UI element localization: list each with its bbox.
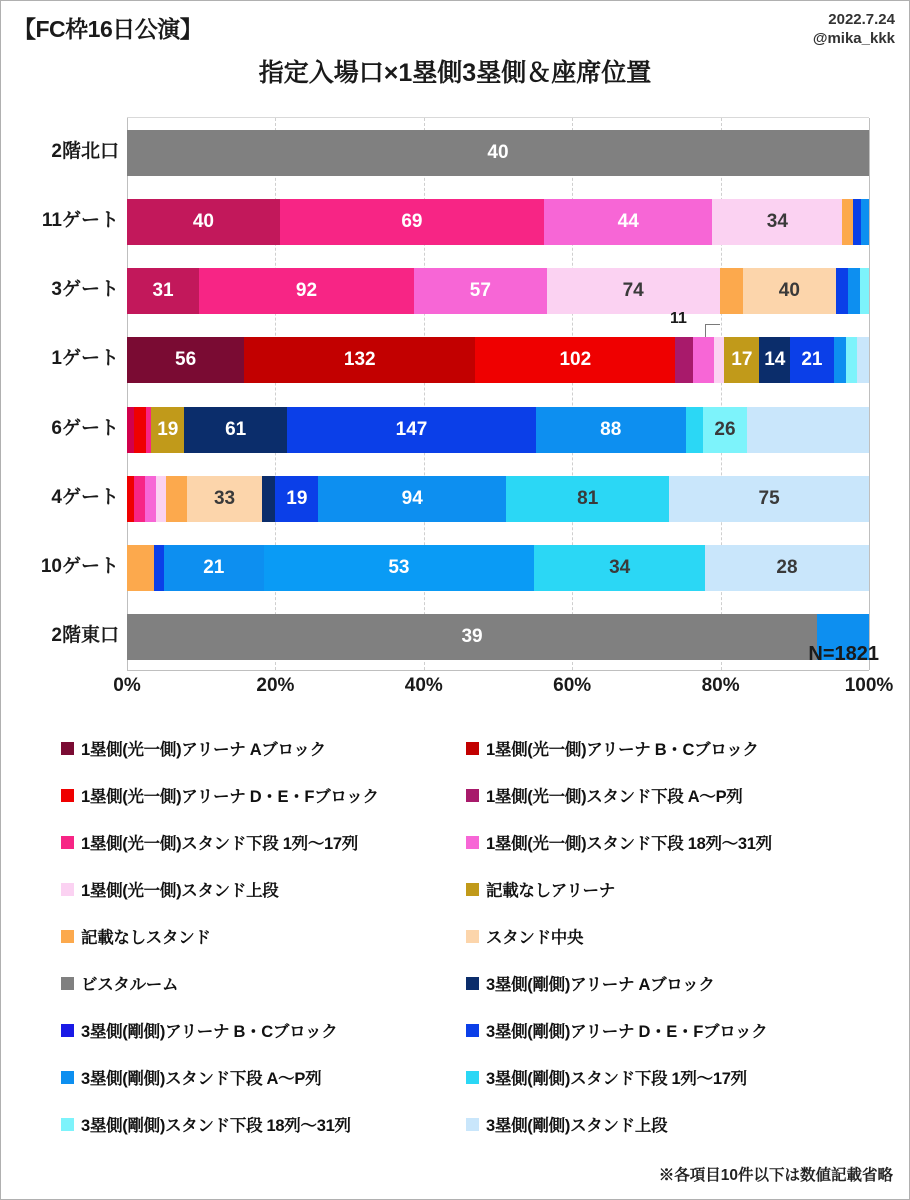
legend-label: 記載なしアリーナ <box>486 882 615 900</box>
bar-segment[interactable] <box>127 476 134 522</box>
x-tick-label: 40% <box>404 675 443 696</box>
bar-row[interactable] <box>127 268 869 314</box>
legend-label: 3塁側(剛側)スタンド下段 18列～31列 <box>81 1117 351 1135</box>
legend-label: 1塁側(光一側)スタンド下段 18列～31列 <box>486 835 772 853</box>
bar-row[interactable] <box>127 199 869 245</box>
legend <box>61 736 861 1136</box>
legend-swatch-icon <box>466 1071 479 1084</box>
bar-segment[interactable]: 34 <box>712 199 842 245</box>
bar-segment[interactable] <box>846 337 857 383</box>
bar-segment[interactable] <box>836 268 848 314</box>
bar-segment[interactable]: 39 <box>127 614 817 660</box>
bar-row[interactable] <box>127 337 869 383</box>
bar-row[interactable] <box>127 614 869 660</box>
legend-swatch-icon <box>466 789 479 802</box>
bar-segment[interactable] <box>857 337 868 383</box>
bar-segment[interactable]: 40 <box>743 268 836 314</box>
bar-segment[interactable]: 44 <box>544 199 712 245</box>
bar-segment[interactable] <box>861 199 869 245</box>
legend-swatch-icon <box>466 883 479 896</box>
bar-segment[interactable] <box>675 337 693 383</box>
n-total-label: N=1821 <box>808 643 879 665</box>
legend-swatch-icon <box>466 742 479 755</box>
y-axis-label: 6ゲート <box>51 417 119 439</box>
legend-swatch-icon <box>466 1118 479 1131</box>
bar-segment[interactable]: 31 <box>127 268 199 314</box>
credit-date: 2022.7.24 <box>828 11 895 28</box>
bar-segment[interactable]: 26 <box>703 407 748 453</box>
legend-swatch-icon <box>61 836 74 849</box>
bar-segment[interactable] <box>145 476 156 522</box>
legend-item[interactable] <box>61 1065 456 1089</box>
callout-value-11: 11 <box>670 310 687 328</box>
legend-item[interactable] <box>466 736 861 760</box>
legend-item[interactable] <box>466 1018 861 1042</box>
bar-segment[interactable]: 88 <box>536 407 686 453</box>
bar-segment[interactable]: 57 <box>414 268 547 314</box>
legend-swatch-icon <box>61 1118 74 1131</box>
legend-item[interactable] <box>466 1112 861 1136</box>
legend-item[interactable] <box>466 830 861 854</box>
fc-tag: 【FC枠16日公演】 <box>13 16 203 42</box>
legend-label: 記載なしスタンド <box>81 929 211 947</box>
legend-swatch-icon <box>61 742 74 755</box>
legend-swatch-icon <box>61 977 74 990</box>
x-tick-label: 80% <box>701 675 740 696</box>
y-axis-label: 2階北口 <box>51 140 119 162</box>
legend-label: 1塁側(光一側)アリーナ Aブロック <box>81 741 326 759</box>
legend-label: ビスタルーム <box>81 976 179 994</box>
bar-segment[interactable] <box>686 407 703 453</box>
callout-leader-line <box>705 324 720 337</box>
legend-swatch-icon <box>466 836 479 849</box>
legend-item[interactable] <box>466 1065 861 1089</box>
legend-swatch-icon <box>61 1071 74 1084</box>
legend-label: 3塁側(剛側)アリーナ Aブロック <box>486 976 715 994</box>
legend-item[interactable] <box>61 971 456 995</box>
bar-segment[interactable]: 28 <box>705 545 869 591</box>
bar-segment[interactable]: 132 <box>244 337 475 383</box>
bar-segment[interactable]: 40 <box>127 130 869 176</box>
legend-label: 3塁側(剛側)アリーナ B・Cブロック <box>81 1023 338 1041</box>
bar-segment[interactable] <box>127 407 134 453</box>
bar-segment[interactable]: 19 <box>275 476 318 522</box>
bar-row[interactable] <box>127 476 869 522</box>
x-tick-label: 60% <box>553 675 592 696</box>
gridline <box>869 118 870 670</box>
x-tick-label: 0% <box>113 675 141 696</box>
bar-segment[interactable]: 61 <box>184 407 287 453</box>
bar-row[interactable] <box>127 407 869 453</box>
bar-segment[interactable]: 34 <box>534 545 705 591</box>
bar-segment[interactable]: 69 <box>280 199 544 245</box>
legend-swatch-icon <box>61 883 74 896</box>
plot-area <box>127 117 869 671</box>
legend-item[interactable] <box>61 1112 456 1136</box>
bar-segment[interactable]: 92 <box>199 268 414 314</box>
bar-segment[interactable]: 19 <box>151 407 184 453</box>
bar-segment[interactable]: 75 <box>669 476 869 522</box>
legend-label: 1塁側(光一側)アリーナ B・Cブロック <box>486 741 759 759</box>
footnote: ※各項目10件以下は数値記載省略 <box>658 1167 893 1184</box>
legend-label: 1塁側(光一側)アリーナ D・E・Fブロック <box>81 788 379 806</box>
bar-segment[interactable]: 40 <box>127 199 280 245</box>
legend-label: スタンド中央 <box>486 929 584 947</box>
bar-segment[interactable] <box>154 545 164 591</box>
credit-block <box>813 11 895 49</box>
bar-segment[interactable] <box>720 268 743 314</box>
x-tick-label: 20% <box>256 675 295 696</box>
bar-segment[interactable]: 14 <box>759 337 790 383</box>
legend-label: 1塁側(光一側)スタンド下段 A～P列 <box>486 788 743 806</box>
bar-segment[interactable] <box>853 199 860 245</box>
y-axis-label: 2階東口 <box>51 625 119 647</box>
legend-item[interactable] <box>61 1018 456 1042</box>
legend-label: 3塁側(剛側)スタンド上段 <box>486 1117 668 1135</box>
legend-item[interactable] <box>466 877 861 901</box>
legend-item[interactable] <box>61 736 456 760</box>
legend-label: 1塁側(光一側)スタンド下段 1列～17列 <box>81 835 358 853</box>
legend-swatch-icon <box>466 977 479 990</box>
bar-segment[interactable] <box>166 476 187 522</box>
bar-segment[interactable] <box>860 268 869 314</box>
plot-wrapper <box>15 103 895 703</box>
bar-segment[interactable]: 102 <box>475 337 675 383</box>
x-tick-label: 100% <box>844 675 894 696</box>
bar-segment[interactable] <box>127 545 154 591</box>
bar-segment[interactable] <box>134 407 146 453</box>
bar-segment[interactable] <box>262 476 275 522</box>
legend-swatch-icon <box>61 930 74 943</box>
bar-segment[interactable] <box>848 268 860 314</box>
legend-item[interactable] <box>466 924 861 948</box>
bar-segment[interactable]: 147 <box>287 407 536 453</box>
legend-item[interactable] <box>466 783 861 807</box>
legend-item[interactable] <box>61 924 456 948</box>
legend-label: 3塁側(剛側)スタンド下段 A～P列 <box>81 1070 322 1088</box>
y-axis-label: 11ゲート <box>41 209 119 231</box>
bar-segment[interactable]: 17 <box>724 337 759 383</box>
y-axis-label: 4ゲート <box>51 486 119 508</box>
bar-segment[interactable] <box>747 407 869 453</box>
bar-segment[interactable]: 33 <box>187 476 262 522</box>
bar-segment[interactable]: 56 <box>127 337 244 383</box>
bar-segment[interactable] <box>156 476 166 522</box>
legend-swatch-icon <box>466 930 479 943</box>
credit-handle: @mika_kkk <box>812 29 895 47</box>
page-title: 指定入場口×1塁側3塁側＆座席位置 <box>258 59 652 87</box>
y-axis-label: 3ゲート <box>51 279 119 301</box>
legend-item[interactable] <box>61 830 456 854</box>
bar-segment[interactable] <box>834 337 846 383</box>
bar-segment[interactable]: 74 <box>547 268 720 314</box>
legend-label: 3塁側(剛側)スタンド下段 1列～17列 <box>486 1070 747 1088</box>
legend-label: 1塁側(光一側)スタンド上段 <box>81 882 279 900</box>
bar-segment[interactable] <box>714 337 724 383</box>
y-axis-label: 1ゲート <box>51 348 119 370</box>
legend-item[interactable] <box>61 877 456 901</box>
y-axis-label: 10ゲート <box>40 556 119 578</box>
legend-item[interactable] <box>61 783 456 807</box>
bar-segment[interactable]: 21 <box>164 545 263 591</box>
bar-segment[interactable]: 21 <box>790 337 834 383</box>
bar-row[interactable] <box>127 545 869 591</box>
bar-segment[interactable]: 81 <box>506 476 669 522</box>
chart-header <box>1 1 909 97</box>
legend-swatch-icon <box>61 789 74 802</box>
legend-swatch-icon <box>466 1024 479 1037</box>
bar-segment[interactable] <box>842 199 853 245</box>
legend-swatch-icon <box>61 1024 74 1037</box>
bar-segment[interactable]: 53 <box>264 545 535 591</box>
bar-segment[interactable] <box>693 337 714 383</box>
bar-segment[interactable]: 94 <box>318 476 506 522</box>
legend-label: 3塁側(剛側)アリーナ D・E・Fブロック <box>486 1023 768 1041</box>
bar-segment[interactable] <box>134 476 145 522</box>
bar-row[interactable] <box>127 130 869 176</box>
legend-item[interactable] <box>466 971 861 995</box>
